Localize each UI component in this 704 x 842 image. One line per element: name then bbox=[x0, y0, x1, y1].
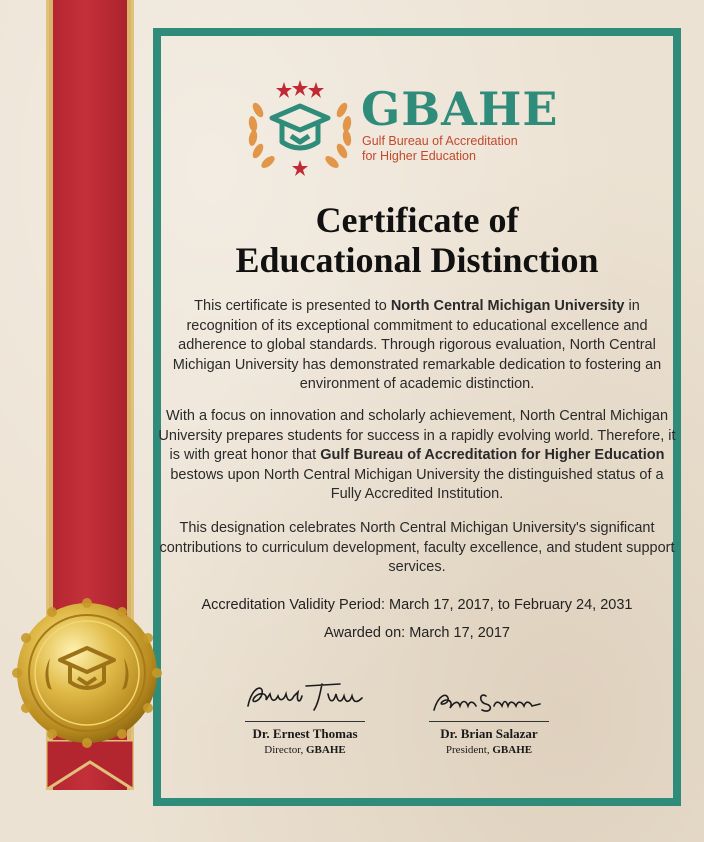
brand-subtitle bbox=[362, 134, 582, 164]
brand-subtitle-line1: Gulf Bureau of Accreditation bbox=[362, 134, 518, 148]
certificate-title bbox=[153, 200, 681, 280]
validity-period: Accreditation Validity Period: March 17, 2017, to February 24, 2031 bbox=[201, 597, 633, 613]
signature-line bbox=[429, 721, 549, 722]
brand-name: GBAHE bbox=[361, 82, 559, 136]
signature-block-director bbox=[240, 680, 370, 756]
signature-brian-salazar bbox=[424, 686, 554, 716]
signature-ernest-thomas bbox=[240, 680, 370, 716]
signatory-role bbox=[424, 744, 554, 756]
signature-block-president bbox=[424, 686, 554, 756]
p2-pre: With a focus on innovation and scholarly achievement, North Central Michigan University prepares students for success in a rapidly evolving world. Therefore, it is with great honor that bbox=[158, 408, 676, 464]
gbahe-logo-icon bbox=[244, 80, 356, 176]
title-line1: Certificate of bbox=[315, 200, 519, 240]
paragraph-presentation bbox=[158, 297, 676, 395]
role-title: Director, bbox=[264, 744, 306, 756]
p2-post: bestows upon North Central Michigan University the distinguished status of a Fully Accredited Institution. bbox=[170, 466, 664, 503]
signatory-name: Dr. Brian Salazar bbox=[440, 726, 538, 741]
signature-line bbox=[245, 721, 365, 722]
paragraph-designation: This designation celebrates North Central Michigan University's significant contributions to curriculum development, faculty excellence, and student support services. bbox=[159, 520, 675, 576]
bureau-name: Gulf Bureau of Accreditation for Higher Education bbox=[320, 447, 665, 464]
signatory-name: Dr. Ernest Thomas bbox=[252, 726, 358, 741]
p1-pre: This certificate is presented to bbox=[194, 298, 391, 314]
p1-post: in recognition of its exceptional commitment to educational excellence and adherence to global standards. Through rigorous evaluation, North Central Michigan University has demonstrated remarkable dedication to fostering an environment of academic distinction. bbox=[172, 298, 662, 393]
signatory-role bbox=[240, 744, 370, 756]
title-line2: Educational Distinction bbox=[235, 240, 599, 280]
brand-subtitle-line2: for Higher Education bbox=[362, 149, 476, 163]
role-title: President, bbox=[445, 744, 493, 756]
gold-seal-icon bbox=[12, 598, 162, 748]
role-org: GBAHE bbox=[492, 744, 533, 756]
awarded-date: Awarded on: March 17, 2017 bbox=[324, 625, 510, 641]
paragraph-honor bbox=[158, 407, 676, 505]
role-org: GBAHE bbox=[305, 744, 346, 756]
institution-name: North Central Michigan University bbox=[390, 298, 625, 314]
